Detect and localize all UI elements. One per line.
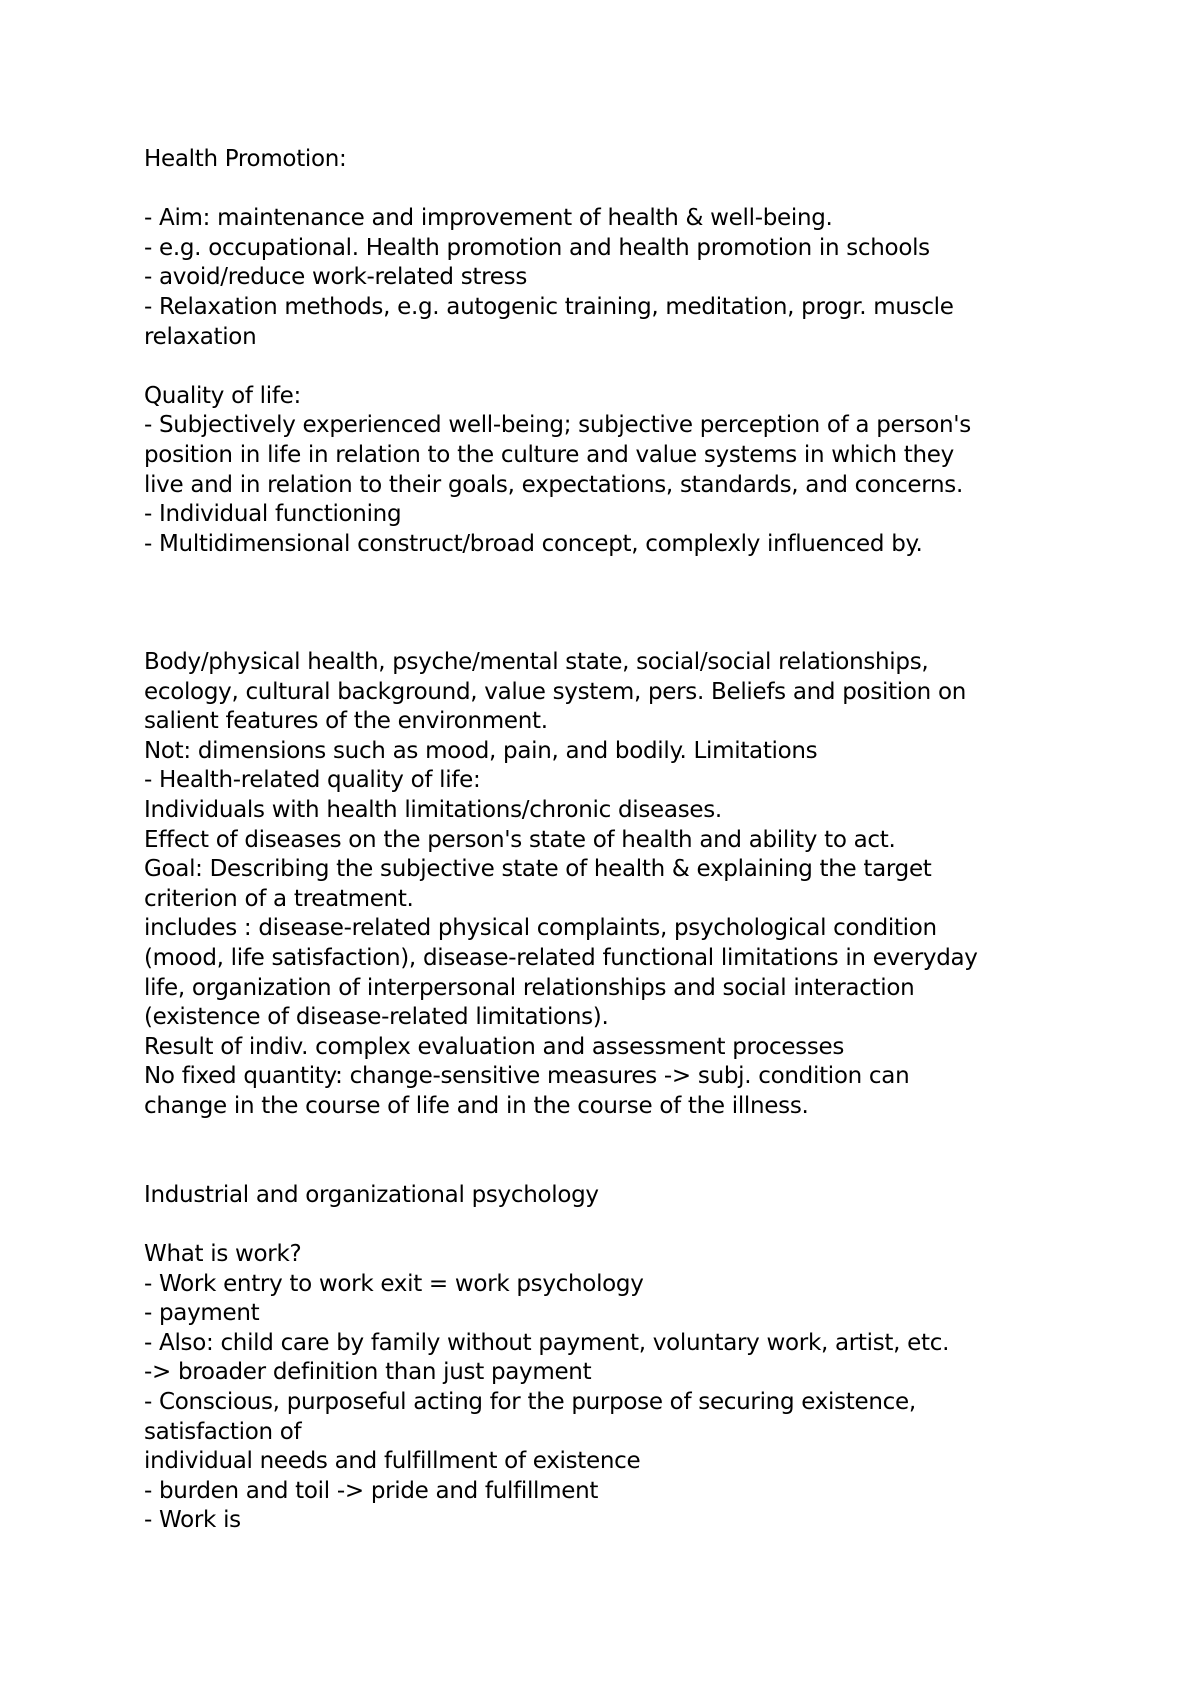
text-line: salient features of the environment. (144, 708, 548, 735)
text-line: - Health-related quality of life: (144, 767, 481, 794)
text-line: - Aim: maintenance and improvement of health & well-being. (144, 205, 833, 232)
text-line: - Subjectively experienced well-being; subjective perception of a person's (144, 412, 971, 439)
text-line: live and in relation to their goals, expectations, standards, and concerns. (144, 471, 963, 498)
text-line: Goal: Describing the subjective state of health & explaining the target (144, 856, 932, 883)
text-line: - Also: child care by family without payment, voluntary work, artist, etc. (144, 1329, 950, 1356)
text-line: Result of indiv. complex evaluation and assessment processes (144, 1033, 845, 1060)
text-line: -> broader definition than just payment (144, 1359, 592, 1386)
text-line: satisfaction of (144, 1418, 302, 1445)
text-line: - payment (144, 1300, 260, 1327)
text-line: - Conscious, purposeful acting for the purpose of securing existence, (144, 1388, 916, 1415)
text-line: - avoid/reduce work-related stress (144, 264, 528, 291)
text-line: relaxation (144, 323, 257, 350)
text-line: - Individual functioning (144, 501, 402, 528)
text-line: - Work is (144, 1507, 241, 1534)
text-line: (existence of disease-related limitations). (144, 1004, 609, 1031)
text-line: Effect of diseases on the person's state of health and ability to act. (144, 826, 896, 853)
section-heading-industrial-organizational-psychology: Industrial and organizational psychology (144, 1181, 599, 1208)
text-line: life, organization of interpersonal relationships and social interaction (144, 974, 915, 1001)
document-body (144, 145, 1104, 1536)
text-line: criterion of a treatment. (144, 885, 414, 912)
text-line: Body/physical health, psyche/mental state, social/social relationships, (144, 649, 929, 676)
text-line: - Relaxation methods, e.g. autogenic training, meditation, progr. muscle (144, 293, 954, 320)
section-heading-what-is-work: What is work? (144, 1240, 302, 1267)
text-line: change in the course of life and in the course of the illness. (144, 1093, 809, 1120)
text-line: - e.g. occupational. Health promotion and health promotion in schools (144, 234, 930, 261)
text-line: (mood, life satisfaction), disease-related functional limitations in everyday (144, 945, 978, 972)
text-line: includes : disease-related physical complaints, psychological condition (144, 915, 937, 942)
text-line: No fixed quantity: change-sensitive measures -> subj. condition can (144, 1063, 910, 1090)
section-heading-quality-of-life: Quality of life: (144, 382, 301, 409)
text-line: ecology, cultural background, value system, pers. Beliefs and position on (144, 678, 966, 705)
text-line: individual needs and fulfillment of existence (144, 1448, 641, 1475)
text-line: Individuals with health limitations/chronic diseases. (144, 797, 722, 824)
text-line: Not: dimensions such as mood, pain, and bodily. Limitations (144, 737, 818, 764)
text-line: - Work entry to work exit = work psychology (144, 1270, 644, 1297)
section-heading-health-promotion: Health Promotion: (144, 146, 347, 172)
text-line: - burden and toil -> pride and fulfillment (144, 1477, 599, 1504)
text-line: position in life in relation to the culture and value systems in which they (144, 441, 954, 468)
text-line: - Multidimensional construct/broad concept, complexly influenced by. (144, 530, 923, 557)
